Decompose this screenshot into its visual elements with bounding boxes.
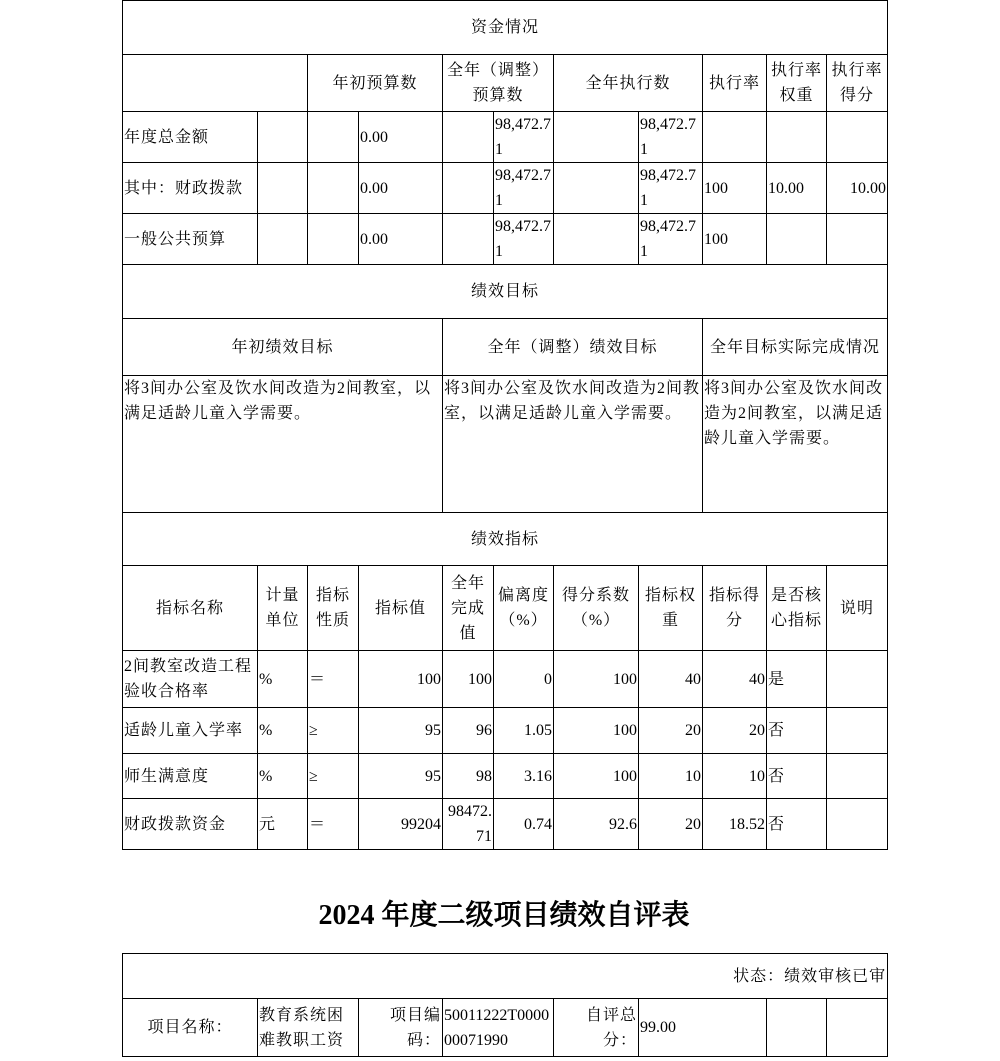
- note: [827, 651, 888, 708]
- goals-section-title: 绩效目标: [123, 265, 888, 319]
- score: 20: [703, 708, 767, 754]
- indicator-header: 指标值: [359, 566, 443, 651]
- note: [827, 799, 888, 850]
- table-row: [123, 754, 888, 799]
- goal-header-initial: 年初绩效目标: [123, 319, 443, 376]
- project-name-label: 项目名称：: [123, 999, 258, 1057]
- score-value: [827, 214, 888, 265]
- indicator-header: 指标权重: [639, 566, 703, 651]
- unit: 元: [258, 799, 308, 850]
- header-weight: 执行率权重: [767, 55, 827, 112]
- table-row: [123, 651, 888, 708]
- indicator-header: 计量单位: [258, 566, 308, 651]
- target-value: 95: [359, 754, 443, 799]
- rate-value: 100: [703, 214, 767, 265]
- goal-header-actual: 全年目标实际完成情况: [703, 319, 888, 376]
- weight: 20: [639, 708, 703, 754]
- goal-header-adjusted: 全年（调整）绩效目标: [443, 319, 703, 376]
- funds-header-row: [123, 55, 888, 112]
- actual-value: 98: [443, 754, 494, 799]
- initial-value: 0.00: [359, 214, 443, 265]
- weight: 40: [639, 651, 703, 708]
- indicator-name: 财政拨款资金: [123, 799, 258, 850]
- indicator-header: 偏离度（%）: [494, 566, 554, 651]
- indicator-header: 是否核心指标: [767, 566, 827, 651]
- project-name: 教育系统困难教职工资: [258, 999, 359, 1057]
- score: 18.52: [703, 799, 767, 850]
- indicator-header: 指标性质: [308, 566, 359, 651]
- weight: 10: [639, 754, 703, 799]
- header-initial-budget: 年初预算数: [308, 55, 443, 112]
- actual-value: 96: [443, 708, 494, 754]
- status-badge: 状态：绩效审核已审: [123, 954, 888, 999]
- unit: %: [258, 708, 308, 754]
- funds-section-title: 资金情况: [123, 1, 888, 55]
- project-code: 50011222T000000071990: [443, 999, 554, 1057]
- score: 40: [703, 651, 767, 708]
- is-core: 是: [767, 651, 827, 708]
- nature: ＝: [308, 799, 359, 850]
- indicator-header: 指标得分: [703, 566, 767, 651]
- weight-value: 10.00: [767, 163, 827, 214]
- row-label: 其中：财政拨款: [123, 163, 258, 214]
- executed-value: 98,472.71: [639, 163, 703, 214]
- self-eval-table: [122, 953, 888, 1057]
- indicators-section-title: 绩效指标: [123, 513, 888, 566]
- funds-row: [123, 214, 888, 265]
- actual-value: 100: [443, 651, 494, 708]
- deviation: 1.05: [494, 708, 554, 754]
- nature: ≥: [308, 754, 359, 799]
- target-value: 99204: [359, 799, 443, 850]
- adjusted-value: 98,472.71: [494, 214, 554, 265]
- initial-value: 0.00: [359, 163, 443, 214]
- score: 10: [703, 754, 767, 799]
- score-coefficient: 92.6: [554, 799, 639, 850]
- is-core: 否: [767, 799, 827, 850]
- initial-value: 0.00: [359, 112, 443, 163]
- note: [827, 708, 888, 754]
- goals-header-row: [123, 319, 888, 376]
- score-coefficient: 100: [554, 708, 639, 754]
- weight-value: [767, 112, 827, 163]
- table-row: [123, 708, 888, 754]
- rate-value: [703, 112, 767, 163]
- score-value: 10.00: [827, 163, 888, 214]
- row-label: 一般公共预算: [123, 214, 258, 265]
- goals-row: [123, 376, 888, 513]
- score-coefficient: 100: [554, 754, 639, 799]
- executed-value: 98,472.71: [639, 214, 703, 265]
- header-executed: 全年执行数: [554, 55, 703, 112]
- goal-actual: 将3间办公室及饮水间改造为2间教室，以满足适龄儿童入学需要。: [703, 376, 888, 513]
- indicator-name: 适龄儿童入学率: [123, 708, 258, 754]
- indicator-name: 2间教室改造工程验收合格率: [123, 651, 258, 708]
- indicator-header: 指标名称: [123, 566, 258, 651]
- executed-value: 98,472.71: [639, 112, 703, 163]
- deviation: 3.16: [494, 754, 554, 799]
- total-score-label: 自评总分：: [554, 999, 639, 1057]
- indicator-header: 说明: [827, 566, 888, 651]
- adjusted-value: 98,472.71: [494, 163, 554, 214]
- page-title: 2024 年度二级项目绩效自评表: [318, 900, 690, 931]
- score-coefficient: 100: [554, 651, 639, 708]
- table-row: [123, 799, 888, 850]
- unit: %: [258, 651, 308, 708]
- funds-row: [123, 163, 888, 214]
- goal-initial: 将3间办公室及饮水间改造为2间教室，以满足适龄儿童入学需要。: [123, 376, 443, 513]
- header-adjusted-budget: 全年（调整）预算数: [443, 55, 554, 112]
- indicator-header: 全年完成值: [443, 566, 494, 651]
- total-score: 99.00: [639, 999, 767, 1057]
- deviation: 0: [494, 651, 554, 708]
- performance-table: [122, 0, 888, 850]
- funds-row: [123, 112, 888, 163]
- score-value: [827, 112, 888, 163]
- header-score: 执行率得分: [827, 55, 888, 112]
- rate-value: 100: [703, 163, 767, 214]
- is-core: 否: [767, 708, 827, 754]
- project-code-label: 项目编码：: [359, 999, 443, 1057]
- goal-adjusted: 将3间办公室及饮水间改造为2间教室，以满足适龄儿童入学需要。: [443, 376, 703, 513]
- unit: %: [258, 754, 308, 799]
- indicator-header: 得分系数（%）: [554, 566, 639, 651]
- target-value: 95: [359, 708, 443, 754]
- deviation: 0.74: [494, 799, 554, 850]
- weight: 20: [639, 799, 703, 850]
- adjusted-value: 98,472.71: [494, 112, 554, 163]
- nature: ≥: [308, 708, 359, 754]
- target-value: 100: [359, 651, 443, 708]
- nature: ＝: [308, 651, 359, 708]
- actual-value: 98472.71: [443, 799, 494, 850]
- indicator-name: 师生满意度: [123, 754, 258, 799]
- header-rate: 执行率: [703, 55, 767, 112]
- is-core: 否: [767, 754, 827, 799]
- row-label: 年度总金额: [123, 112, 258, 163]
- weight-value: [767, 214, 827, 265]
- indicators-header-row: [123, 566, 888, 651]
- note: [827, 754, 888, 799]
